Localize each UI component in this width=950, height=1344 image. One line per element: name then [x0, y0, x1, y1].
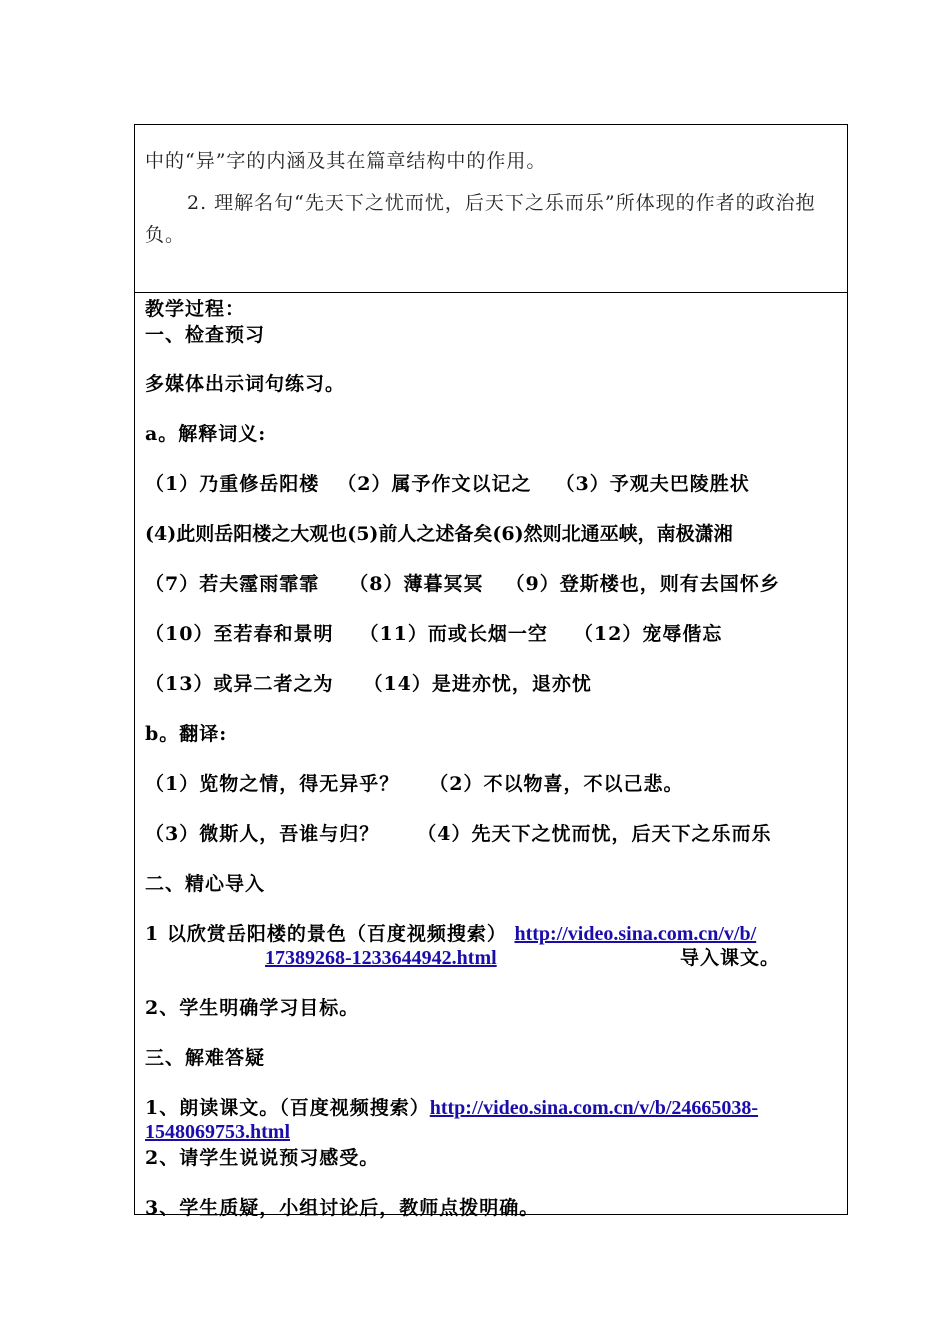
- vocab-item: （13）或异二者之为: [145, 673, 334, 695]
- reading-video-line-2: [145, 1120, 290, 1144]
- vocab-item: （1）乃重修岳阳楼: [145, 473, 320, 495]
- translate-item: （1）览物之情，得无异乎？: [145, 773, 400, 795]
- section-title: 一、检查预习: [145, 324, 266, 346]
- vocab-row: [145, 622, 722, 646]
- reading-video-line: [145, 1096, 758, 1120]
- list-item: 2、学生明确学习目标。: [145, 997, 360, 1019]
- vocab-item: （12）宠辱偕忘: [573, 623, 723, 645]
- list-item: 3、学生质疑，小组讨论后，教师点拨明确。: [145, 1197, 540, 1219]
- vocab-item: （9）登斯楼也，则有去国怀乡: [505, 573, 780, 595]
- translate-item: （2）不以物喜，不以己悲。: [429, 773, 684, 795]
- vocab-item: (4)此则岳阳楼之大观也: [145, 523, 348, 545]
- vocab-row: [145, 522, 733, 546]
- translate-row: [145, 772, 683, 796]
- subsection-label: b。翻译:: [145, 723, 228, 745]
- section-intro: 多媒体出示词句练习。: [145, 373, 346, 395]
- vocab-item: (6)然则北通巫峡，南极潇湘: [492, 523, 733, 545]
- vocab-item: （2）属予作文以记之: [337, 473, 532, 495]
- vocab-row: [145, 472, 750, 496]
- vocab-item: （10）至若春和景明: [145, 623, 334, 645]
- vocab-item: (5)前人之述备矣: [347, 523, 493, 545]
- objectives-cell: [135, 125, 847, 293]
- intro-video-line: [145, 922, 756, 946]
- teaching-process-cell: [135, 293, 847, 1219]
- list-item: 2、请学生说说预习感受。: [145, 1147, 380, 1169]
- objective-line: 2. 理解名句“先天下之忧而忧，后天下之乐而乐”所体现的作者的政治抱负。: [145, 192, 816, 246]
- vocab-item: （7）若夫霪雨霏霏: [145, 573, 320, 595]
- vocab-item: （3）予观夫巴陵胜状: [555, 473, 750, 495]
- vocab-item: （14）是进亦忧，退亦忧: [363, 673, 592, 695]
- translate-row: [145, 822, 771, 846]
- video-link[interactable]: http://video.sina.com.cn/v/b/24665038-: [429, 1097, 759, 1119]
- translate-item: （4）先天下之忧而忧，后天下之乐而乐: [417, 823, 772, 845]
- subsection-label: a。解释词义:: [145, 423, 267, 445]
- lesson-plan-table: [134, 124, 848, 1219]
- vocab-row: [145, 672, 592, 696]
- vocab-item: （8）薄暮冥冥: [349, 573, 484, 595]
- objective-line: 中的“异”字的内涵及其在篇章结构中的作用。: [145, 150, 547, 172]
- video-link-cont[interactable]: 17389268-1233644942.html: [265, 947, 497, 969]
- section-title: 三、解难答疑: [145, 1047, 266, 1069]
- video-link-cont[interactable]: 1548069753.html: [145, 1121, 290, 1143]
- reading-video-text: 1、朗读课文。（百度视频搜索）: [145, 1097, 430, 1119]
- translate-item: （3）微斯人，吾谁与归？: [145, 823, 380, 845]
- vocab-row: [145, 572, 780, 596]
- vocab-item: （11）而或长烟一空: [359, 623, 548, 645]
- process-heading: 教学过程：: [145, 298, 246, 320]
- section-title: 二、精心导入: [145, 873, 266, 895]
- intro-video-suffix: 导入课文。: [680, 947, 781, 969]
- intro-video-line-2: [265, 946, 497, 970]
- intro-video-text: 1 以欣赏岳阳楼的景色（百度视频搜索）: [145, 923, 507, 945]
- video-link[interactable]: http://video.sina.com.cn/v/b/: [514, 923, 757, 945]
